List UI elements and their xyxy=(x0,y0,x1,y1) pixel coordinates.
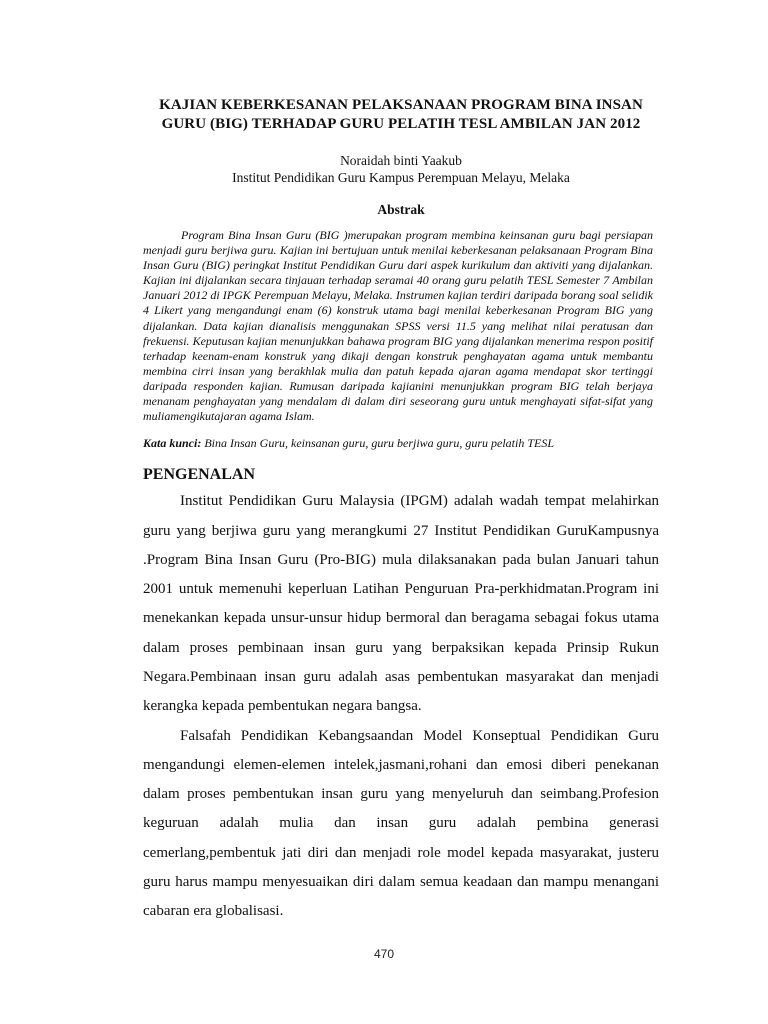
abstract-body: Program Bina Insan Guru (BIG )merupakan program membina keinsanan guru bagi persiapan menjadi guru berjiwa guru. Kajian ini bertujuan untuk menilai keberkesanan pelaksanaan Program Bina Insan Guru (BIG) peringkat Institut Pendidikan Guru dari aspek kurikulum dan aktiviti yang dijalankan. Kajian ini dijalankan secara tinjauan terhadap seramai 40 orang guru pelatih TESL Semester 7 Ambilan Januari 2012 di IPGK Perempuan Melayu, Melaka. Instrumen kajian terdiri daripada borang soal selidik 4 Likert yang mengandungi enam (6) konstruk utama bagi menilai keberkesanan Program BIG yang dijalankan. Data kajian dianalisis menggunakan SPSS versi 11.5 yang melihat nilai peratusan dan frekuensi. Keputusan kajian menunjukkan bahawa program BIG yang dijalankan menerima respon positif terhadap keenam-enam konstruk yang dikaji dengan konstruk penghayatan agama untuk membantu membina cirri insan yang berakhlak mulia dan patuh kepada ajaran agama mendapat skor tertinggi daripada responden kajian. Rumusan daripada kajianini menunjukkan program BIG telah berjaya menanam penghayatan yang mendalam di dalam diri seseorang guru untuk menghayati sifat-sifat yang muliamengikutajaran agama Islam. xyxy=(143,228,653,424)
author-affiliation: Institut Pendidikan Guru Kampus Perempuan Melayu, Melaka xyxy=(232,170,570,185)
keywords-line xyxy=(143,436,659,451)
abstract-heading: Abstrak xyxy=(377,202,425,217)
page-number: 470 xyxy=(373,947,395,961)
paper-title xyxy=(143,96,659,134)
section-heading-introduction: PENGENALAN xyxy=(143,466,256,484)
paper-page xyxy=(143,96,659,927)
introduction-paragraph-2: Falsafah Pendidikan Kebangsaandan Model Konseptual Pendidikan Guru mengandungi elemen-elemen intelek,jasmani,rohani dan emosi diberi penekanan dalam proses pembentukan insan guru yang menyeluruh dan seimbang.Profesion keguruan adalah mulia dan insan guru adalah pembina generasi cemerlang,pembentuk jati diri dan menjadi role model kepada masyarakat, justeru guru harus mampu menyesuaikan diri dalam semua keadaan dan mampu menangani cabaran era globalisasi. xyxy=(143,727,659,920)
paper-title-line-1: KAJIAN KEBERKESANAN PELAKSANAAN PROGRAM BINA INSAN xyxy=(159,97,643,113)
keywords-label: Kata kunci: xyxy=(143,436,202,451)
paper-title-line-2: GURU (BIG) TERHADAP GURU PELATIH TESL AMBILAN JAN 2012 xyxy=(161,116,641,132)
author-name: Noraidah binti Yaakub xyxy=(340,153,462,168)
keywords-list: Bina Insan Guru, keinsanan guru, guru berjiwa guru, guru pelatih TESL xyxy=(204,436,555,451)
introduction-paragraph-1: Institut Pendidikan Guru Malaysia (IPGM) adalah wadah tempat melahirkan guru yang berjiwa guru yang merangkumi 27 Institut Pendidikan GuruKampusnya .Program Bina Insan Guru (Pro-BIG) mula dilaksanakan pada bulan Januari tahun 2001 untuk memenuhi keperluan Latihan Penguruan Pra-perkhidmatan.Program ini menekankan kepada unsur-unsur hidup bermoral dan beragama sebagai fokus utama dalam proses pembinaan insan guru yang berpaksikan kepada Prinsip Rukun Negara.Pembinaan insan guru adalah asas pembentukan masyarakat dan menjadi kerangka kepada pembentukan negara bangsa. xyxy=(143,493,659,715)
